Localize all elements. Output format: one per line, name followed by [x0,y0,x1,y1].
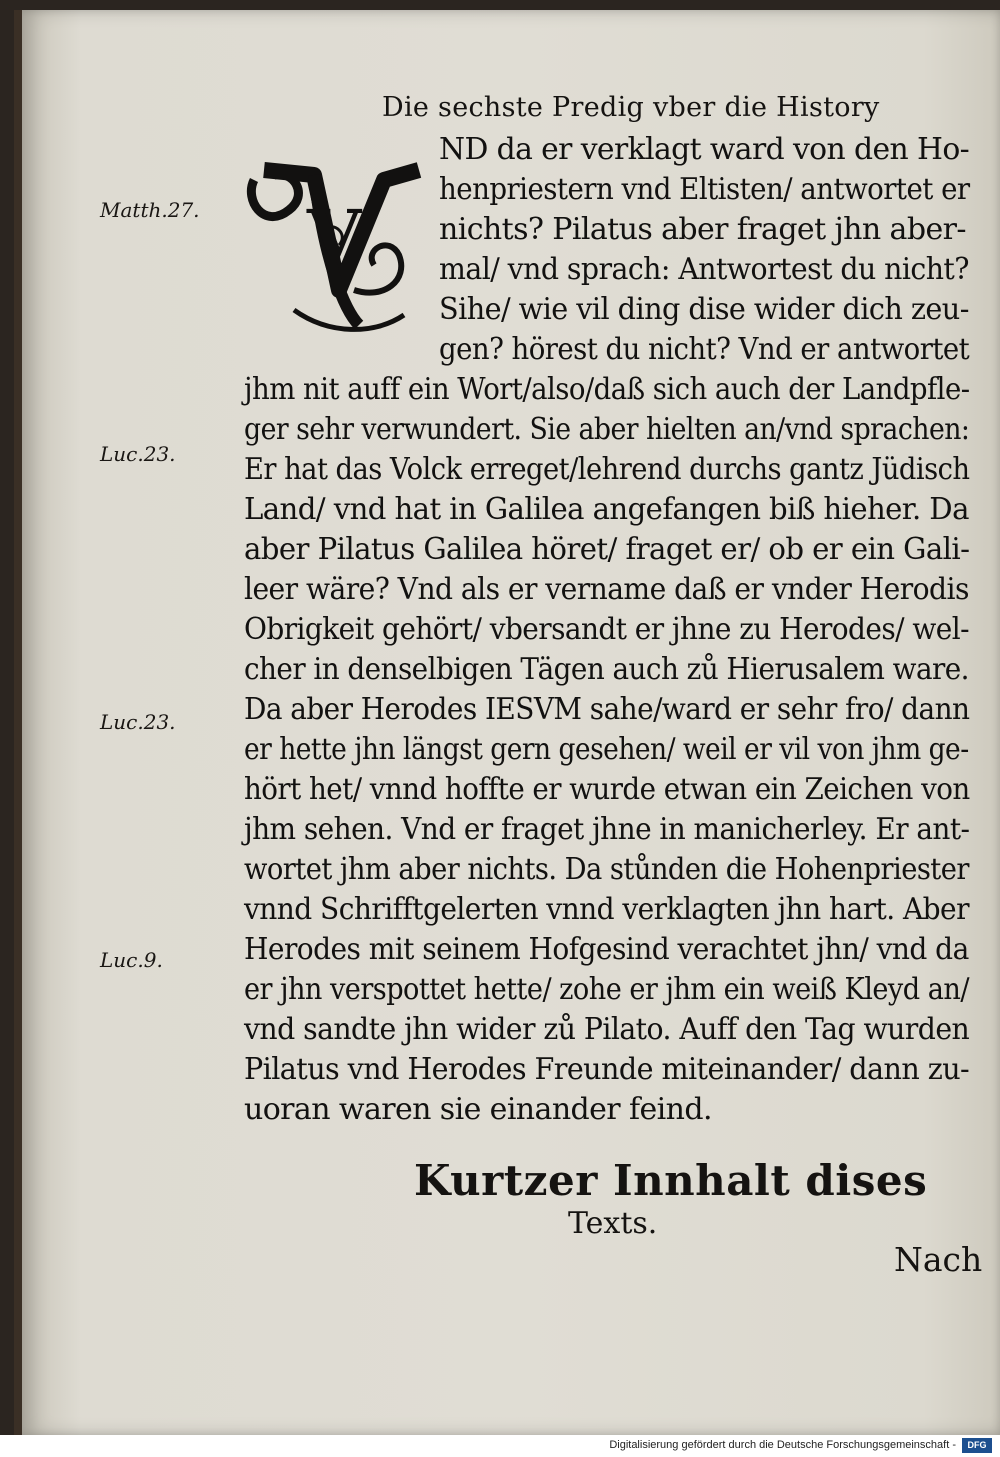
text-line: Er hat das Volck erreget/lehrend durchs gantz Jüdisch [244,452,970,487]
margin-note: Luc.23. [100,442,176,466]
book-page [14,10,1000,1435]
text-line: jhm nit auff ein Wort/also/daß sich auch der Landpfle- [244,372,970,407]
section-heading: Kurtzer Innhalt dises [414,1156,928,1205]
text-line: vnnd Schrifftgelerten vnnd verklagten jhn hart. Aber [244,892,969,927]
footer-bar [0,1435,1000,1457]
text-line: cher in denselbigen Tägen auch zů Hierusalem ware. [244,652,969,687]
running-head: Die sechste Predig vber die History [382,92,880,123]
text-line: aber Pilatus Galilea höret/ fraget er/ ob er ein Gali- [244,532,970,567]
text-line: vnd sandte jhn wider zů Pilato. Auff den Tag wurden [244,1012,970,1047]
text-line: nichts? Pilatus aber fraget jhn aber- [439,212,966,247]
margin-note: Luc.23. [100,710,176,734]
text-line: er hette jhn längst gern gesehen/ weil er vil von jhm ge- [244,732,969,767]
text-line: ger sehr verwundert. Sie aber hielten an/vnd sprachen: [244,412,970,447]
dfg-logo-icon: DFG [962,1438,992,1453]
text-line: uoran waren sie einander feind. [244,1092,712,1127]
section-subheading: Texts. [568,1206,658,1241]
text-line: leer wäre? Vnd als er vername daß er vnder Herodis [244,572,969,607]
text-line: jhm sehen. Vnd er fraget jhne in manicherley. Er ant- [244,812,970,847]
svg-text:V: V [306,194,362,277]
text-line: Obrigkeit gehört/ vbersandt er jhne zu Herodes/ wel- [244,612,970,647]
margin-note: Matth.27. [100,198,200,222]
text-line: er jhn verspottet hette/ zohe er jhm ein weiß Kleyd an/ [244,972,969,1007]
funding-credit: Digitalisierung gefördert durch die Deutsche Forschungsgemeinschaft - [609,1439,956,1451]
text-line: hört het/ vnnd hoffte er wurde etwan ein Zeichen von [244,772,970,807]
text-line: gen? hörest du nicht? Vnd er antwortet [439,332,970,367]
text-line: Sihe/ wie vil ding dise wider dich zeu- [439,292,969,327]
text-line: Da aber Herodes IESVM sahe/ward er sehr fro/ dann [244,692,970,727]
text-line: Pilatus vnd Herodes Freunde miteinander/ dann zu- [244,1052,970,1087]
catchword: Nach [894,1240,983,1279]
text-line: Land/ vnd hat in Galilea angefangen biß hieher. Da [244,492,969,527]
text-line: henpriestern vnd Eltisten/ antwortet er [439,172,970,207]
text-line: Herodes mit seinem Hofgesind verachtet jhn/ vnd da [244,932,969,967]
text-line: mal/ vnd sprach: Antwortest du nicht? [439,252,969,287]
text-line: wortet jhm aber nichts. Da stůnden die Hohenpriester [244,852,969,887]
text-line: ND da er verklagt ward von den Ho- [439,132,970,167]
decorated-initial [234,140,434,345]
margin-note: Luc.9. [100,948,163,972]
